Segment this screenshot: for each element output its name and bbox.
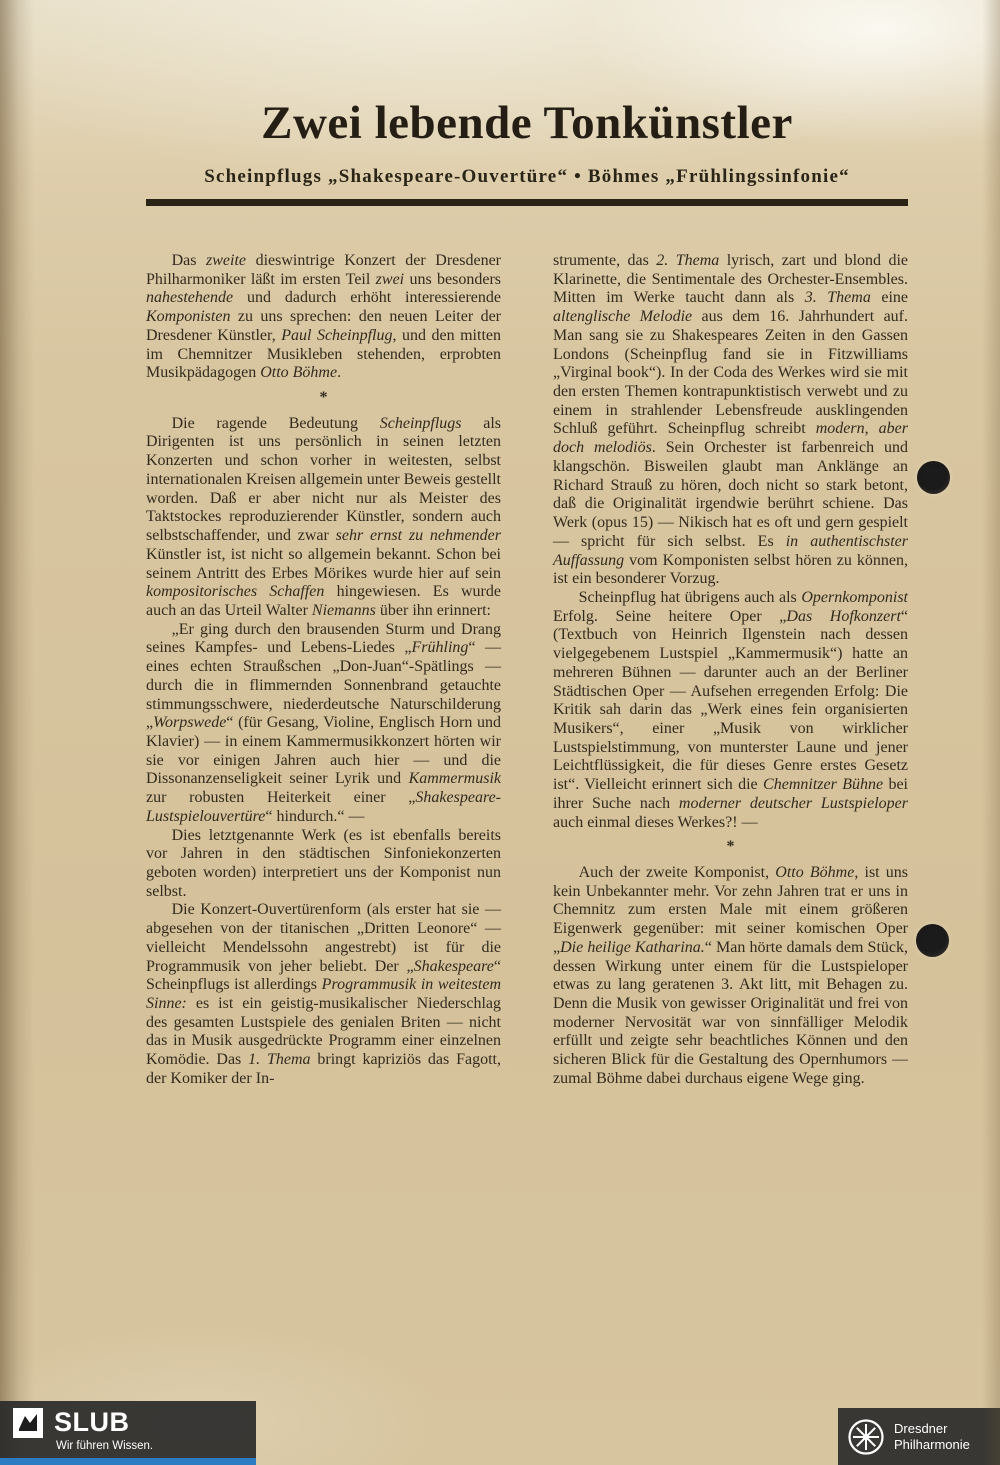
paragraph: „Er ging durch den brausenden Sturm und Drang seines Kampfes- und Lebens-Liedes „Frühling“ — eines echten Straußschen „Don-Juan“-Spätlings — durch die in flimmernden Sonnenbrand getauchte stimmungsschwere, niederdeutsche Naturschilderung „Worpswede“ (für Gesang, Violine, Englisch Horn und Klavier) — in einem Kammermusikkonzert hörten wir sie vor einigen Jahren auch hier — und die Dissonanzenseligkeit seiner Lyrik und Kammermusik zur robusten Heiterkeit einer „Shakespeare-Lustspielouvertüre“ hindurch.“ — [146, 620, 501, 825]
philharmonie-logo-icon [847, 1418, 885, 1456]
slub-wordmark: SLUB [54, 1407, 130, 1437]
slub-watermark [0, 1401, 256, 1465]
article-body [146, 252, 908, 1089]
slub-tagline: Wir führen Wissen. [56, 1440, 154, 1452]
page-header [146, 96, 908, 206]
title-rule [146, 199, 908, 206]
paragraph: Dies letztgenannte Werk (es ist ebenfalls bereits vor Jahren in den städtischen Sinfoniekonzerten geboten worden) interpretiert uns der Komponist nun selbst. [146, 826, 501, 900]
page-title: Zwei lebende Tonkünstler [261, 97, 793, 149]
paragraph: Auch der zweite Komponist, Otto Böhme, ist uns kein Unbekannter mehr. Vor zehn Jahren trat er uns in Chemnitz zum ersten Male mit einem größeren Eigenwerk gegenüber: mit seiner komischen Oper „Die heilige Katharina.“ Man hörte damals dem Stück, dessen Wirkung unter einem für die Lustspieloper etwas zu lang geratenen 3. Akt litt, mit Behagen zu. Denn die Musik von gewisser Originalität und frei von moderner Nervosität war von sinnfälliger Melodik erfüllt und zeigte sehr beachtliches Können und den sicheren Blick für die Gestaltung des Opernhumors — zumal Böhme dabei durchaus eigene Wege ging. [553, 864, 909, 1087]
philharmonie-watermark [838, 1408, 1000, 1465]
philharmonie-wordmark [894, 1421, 970, 1452]
paragraph: Die Konzert-Ouvertürenform (als erster hat sie — abgesehen von der titanischen „Dritten Leonore“ — vielleicht Mendelssohn angestrebt) ist für die Programmusik von jeher beliebt. Der „Shakespeare“ Scheinpflugs ist allerdings Programmusik in weitestem Sinne: es ist ein geistig-musikalischer Niederschlag des gesamten Lustspiele des genialen Briten — nicht das in Musik ausgedrückte Programm einer einzelnen Komödie. Das 1. Thema bringt kapriziös das Fagott, der Komiker der In- [146, 901, 501, 1087]
section-separator: * [319, 389, 328, 407]
paragraph: strumente, das 2. Thema lyrisch, zart und blond die Klarinette, die Sentimentale des Orchester-Ensembles. Mitten im Werke taucht dann als 3. Thema eine altenglische Melodie aus dem 16. Jahrhundert auf. Man sang sie zu Shakespeares Zeiten in den Gassen Londons (Scheinpflug fand sie in Fitzwilliams „Virginal book“). In der Coda des Werkes wird sie mit den ersten Themen kontrapunktistisch verwebt und zu einem in strahlender Lebensfreude ausklingenden Schluß geführt. Scheinpflug schreibt modern, aber doch melodiös. Sein Orchester ist farbenreich und klangschön. Bisweilen glaubt man Anklänge an Richard Strauß zu hören, doch nicht so stark betont, daß die Originalität irgendwie berührt schiene. Das Werk (opus 15) — Nikisch hat es oft und gern gespielt — spricht für sich selbst. Es in authentischster Auffassung vom Komponisten selbst hören zu können, ist ein besonderer Vorzug. [553, 252, 908, 588]
slub-logo-icon [13, 1408, 43, 1438]
left-column [146, 252, 501, 1089]
page-subtitle: Scheinpflugs „Shakespeare-Ouvertüre“ • Böhmes „Frühlingssinfonie“ [204, 166, 850, 187]
philharmonie-line2: Philharmonie [894, 1436, 970, 1452]
paragraph: Das zweite dieswintrige Konzert der Dresdener Philharmoniker läßt im ersten Teil zwei uns besonders nahestehende und dadurch erhöht interessierende Komponisten zu uns sprechen: den neuen Leiter der Dresdener Künstler, Paul Scheinpflug, und den mitten im Chemnitzer Musikleben stehenden, erprobten Musikpädagogen Otto Böhme. [146, 252, 502, 382]
punch-hole-bottom [916, 924, 949, 957]
section-separator: * [726, 838, 735, 856]
slub-wordmark-row [0, 1401, 256, 1440]
punch-hole-top [917, 461, 950, 494]
paragraph: Die ragende Bedeutung Scheinpflugs als Dirigenten ist uns persönlich in seinen letzten Konzerten und schon vorher in weitesten, selbst internationalen Kreisen allgemein unter Beweis gestellt worden. Daß er aber nicht nur als Meister des Taktstockes reproduzierender Künstler, sondern auch selbstschaffender, und zwar sehr ernst zu nehmender Künstler ist, ist nicht so allgemein bekannt. Schon bei seinem Antritt des Erbes Mörikes wurde hier auf sein kompositorisches Schaffen hingewiesen. Es wurde auch an das Urteil Walter Niemanns über ihn erinnert: [146, 414, 501, 619]
slub-blue-bar [0, 1458, 256, 1465]
paragraph: Scheinpflug hat übrigens auch als Opernkomponist Erfolg. Seine heitere Oper „Das Hofkonzert“ (Textbuch von Heinrich Ilgenstein nach dessen vielgegebenem Lustspiel „Kammermusik“) hatte an mehreren Bühnen — darunter auch an der Berliner Städtischen Oper — Aufsehen erregenden Erfolg: Die Kritik sah darin das „Werk eines fein organisierten Musikers“, einer „Musik von wirklicher Lustspielstimmung, von munterster Laune und jener Leichtflüssigkeit, die für dieses Genre erstes Gesetz ist“. Vielleicht erinnert sich die Chemnitzer Bühne bei ihrer Suche nach moderner deutscher Lustspieloper auch einmal dieses Werkes?! — [553, 588, 909, 831]
right-column [553, 252, 908, 1089]
philharmonie-line1: Dresdner [894, 1420, 948, 1436]
